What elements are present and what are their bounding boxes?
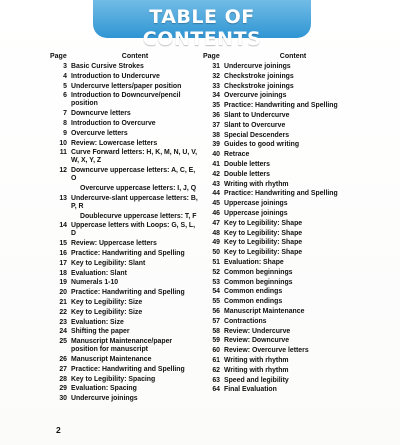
toc-entry-title: Double letters — [224, 170, 270, 178]
toc-entry — [203, 171, 363, 179]
toc-entry-title: Shifting the paper — [71, 328, 130, 336]
toc-entry-title: Writing with rhythm — [224, 180, 289, 188]
toc-page-number: 36 — [212, 111, 220, 119]
toc-entry — [203, 210, 363, 218]
toc-entry-title: Final Evaluation — [224, 386, 277, 394]
header-content: Content — [121, 53, 149, 60]
toc-page-number: 57 — [212, 317, 220, 325]
toc-entry-title: Common endings — [224, 288, 283, 296]
toc-entry-title: Common endings — [224, 298, 283, 306]
toc-page-number: 25 — [59, 338, 67, 346]
toc-entry-title: Review: Downcurve — [224, 337, 290, 345]
toc-page-number: 7 — [63, 110, 67, 118]
toc-page-number: 29 — [59, 385, 67, 393]
toc-entry — [50, 366, 200, 374]
contents-column-left — [50, 52, 200, 405]
toc-entry-title: Undercurve letters/paper position — [71, 82, 182, 90]
toc-page-number: 58 — [212, 327, 220, 335]
toc-page-number: 43 — [212, 180, 220, 188]
toc-entry — [203, 230, 363, 238]
toc-entry — [203, 141, 363, 149]
column-header-right — [203, 52, 363, 62]
toc-entry-title: Practice: Handwriting and Spelling — [71, 289, 185, 297]
toc-entry-title: Key to Legibility: Shape — [224, 229, 303, 237]
header-page: Page — [50, 53, 67, 60]
toc-page-number: 55 — [212, 298, 220, 306]
contents-list-right — [203, 63, 363, 394]
toc-page-number: 18 — [59, 269, 67, 277]
toc-entry — [50, 110, 200, 118]
contents-list-left — [50, 63, 200, 403]
toc-entry — [203, 337, 363, 345]
toc-page-number: 26 — [59, 355, 67, 363]
toc-entry-title: Writing with rhythm — [224, 366, 289, 374]
toc-entry-title: Introduction to Overcurve — [71, 119, 156, 127]
toc-page-number: 14 — [59, 222, 67, 230]
toc-page-number: 27 — [59, 365, 67, 373]
toc-entry — [203, 328, 363, 336]
toc-entry — [50, 120, 200, 128]
toc-page-number: 41 — [212, 160, 220, 168]
toc-page-number: 51 — [212, 258, 220, 266]
toc-page-number: 33 — [212, 82, 220, 90]
contents-column-right — [203, 52, 363, 396]
page-number: 2 — [56, 425, 61, 435]
toc-entry — [50, 92, 200, 108]
toc-entry — [203, 279, 363, 287]
toc-entry-title: Practice: Handwriting and Spelling — [224, 102, 338, 110]
toc-entry — [203, 73, 363, 81]
toc-page-number: 59 — [212, 337, 220, 345]
toc-entry-title: Evaluation: Shape — [224, 258, 284, 266]
toc-page-number: 42 — [212, 170, 220, 178]
toc-entry-title: Review: Lowercase letters — [71, 139, 158, 147]
toc-entry — [203, 347, 363, 355]
toc-entry — [203, 102, 363, 110]
toc-entry — [50, 356, 200, 364]
toc-page-number: 56 — [212, 307, 220, 315]
toc-entry — [203, 239, 363, 247]
toc-page-number: 32 — [212, 72, 220, 80]
toc-page-number: 45 — [212, 200, 220, 208]
toc-entry-title: Key to Legibility: Shape — [224, 239, 303, 247]
toc-entry — [50, 279, 200, 287]
toc-page-number: 3 — [63, 63, 67, 70]
toc-entry — [50, 213, 200, 221]
toc-entry — [50, 149, 200, 165]
toc-page-number: 31 — [212, 63, 220, 70]
column-header-left — [50, 52, 200, 62]
toc-entry-title: Practice: Handwriting and Spelling — [71, 249, 185, 257]
toc-entry — [203, 200, 363, 208]
toc-page-number: 47 — [212, 219, 220, 227]
toc-page-number: 8 — [63, 119, 67, 127]
toc-entry-title: Contractions — [224, 317, 267, 325]
toc-entry-title: Undercurve joinings — [224, 63, 291, 70]
toc-entry-title: Key to Legibility: Shape — [224, 219, 303, 227]
toc-entry — [203, 259, 363, 267]
toc-entry-title: Checkstroke joinings — [224, 72, 294, 80]
toc-entry — [203, 122, 363, 130]
toc-page-number: 10 — [59, 139, 67, 147]
toc-page-number: 54 — [212, 288, 220, 296]
toc-entry — [203, 151, 363, 159]
toc-entry-title: Review: Uppercase letters — [71, 240, 157, 248]
toc-entry — [203, 308, 363, 316]
toc-entry — [203, 132, 363, 140]
toc-entry-title: Checkstroke joinings — [224, 82, 294, 90]
toc-entry-title: Common beginnings — [224, 278, 293, 286]
toc-page-number: 50 — [212, 249, 220, 257]
toc-entry-title: Uppercase joinings — [224, 209, 288, 217]
toc-entry-title: Key to Legibility: Spacing — [71, 375, 156, 383]
toc-page-number: 20 — [59, 289, 67, 297]
toc-page-number: 48 — [212, 229, 220, 237]
toc-entry — [50, 395, 200, 403]
toc-page-number: 37 — [212, 121, 220, 129]
toc-entry-title: Introduction to Downcurve/pencil position — [71, 92, 181, 108]
toc-page-number: 11 — [59, 149, 67, 157]
toc-entry — [203, 386, 363, 394]
toc-entry-title: Key to Legibility: Size — [71, 308, 143, 316]
toc-entry — [203, 269, 363, 277]
toc-page-number: 60 — [212, 347, 220, 355]
toc-page-number: 19 — [59, 279, 67, 287]
toc-entry — [203, 220, 363, 228]
toc-entry — [203, 357, 363, 365]
toc-entry-title: Retrace — [224, 151, 250, 159]
toc-entry-title: Introduction to Undercurve — [71, 72, 160, 80]
toc-entry-title: Downcurve letters — [71, 110, 131, 118]
toc-entry — [50, 289, 200, 297]
toc-entry — [50, 73, 200, 81]
toc-entry — [203, 249, 363, 257]
toc-entry — [50, 63, 200, 71]
toc-entry-title: Evaluation: Slant — [71, 269, 127, 277]
toc-entry-title: Uppercase letters with Loops: G, S, L, D — [71, 222, 196, 238]
toc-page-number: 46 — [212, 209, 220, 217]
toc-entry — [203, 288, 363, 296]
toc-page-number: 21 — [59, 298, 67, 306]
toc-entry-title: Manuscript Maintenance — [71, 355, 152, 363]
toc-page-number: 62 — [212, 366, 220, 374]
toc-entry — [50, 309, 200, 317]
toc-entry — [203, 83, 363, 91]
toc-page-number: 9 — [63, 129, 67, 137]
toc-entry — [50, 299, 200, 307]
toc-entry-title: Downcurve uppercase letters: A, C, E, O — [71, 167, 196, 183]
toc-entry — [203, 377, 363, 385]
toc-entry-title: Special Descenders — [224, 131, 290, 139]
toc-entry-title: Curve Forward letters: H, K, M, N, U, V, W, X, Y, Z — [71, 149, 198, 165]
toc-entry — [203, 190, 363, 198]
toc-entry — [50, 140, 200, 148]
toc-entry — [50, 338, 200, 354]
toc-entry-title: Overcurve letters — [71, 129, 128, 137]
toc-page-number: 38 — [212, 131, 220, 139]
toc-entry — [203, 367, 363, 375]
page-title: TABLE OF CONTENTS — [142, 6, 262, 50]
toc-entry-title: Key to Legibility: Slant — [71, 259, 146, 267]
toc-page-number: 64 — [212, 386, 220, 394]
toc-page-number: 44 — [212, 190, 220, 198]
toc-entry-title: Speed and legibility — [224, 376, 289, 384]
toc-entry — [203, 112, 363, 120]
toc-page-number: 22 — [59, 308, 67, 316]
toc-entry-title: Undercurve-slant uppercase letters: B, P, R — [71, 194, 198, 210]
header-content: Content — [279, 53, 307, 60]
toc-page-number: 39 — [212, 141, 220, 149]
toc-entry-title: Uppercase joinings — [224, 200, 288, 208]
toc-entry — [203, 298, 363, 306]
toc-entry — [203, 92, 363, 100]
toc-entry-title: Review: Overcurve letters — [224, 347, 309, 355]
toc-page-number: 6 — [63, 92, 67, 100]
toc-entry-title: Practice: Handwriting and Spelling — [71, 365, 185, 373]
toc-entry-title: Double letters — [224, 160, 270, 168]
toc-entry-title: Slant to Overcurve — [224, 121, 286, 129]
toc-entry-title: Overcurve joinings — [224, 92, 287, 100]
toc-entry — [50, 195, 200, 211]
toc-entry — [50, 250, 200, 258]
toc-entry-title: Manuscript Maintenance/paper position for manuscript — [71, 338, 173, 354]
toc-page-number: 34 — [212, 92, 220, 100]
toc-entry — [203, 181, 363, 189]
toc-entry — [203, 63, 363, 71]
toc-entry-title: Practice: Handwriting and Spelling — [224, 190, 338, 198]
toc-entry-title: Manuscript Maintenance — [224, 307, 305, 315]
toc-entry — [50, 167, 200, 183]
toc-page-number: 30 — [59, 395, 67, 403]
toc-page-number: 15 — [59, 240, 67, 248]
toc-entry — [50, 270, 200, 278]
toc-entry-title: Undercurve joinings — [71, 395, 138, 403]
toc-page-number: 24 — [59, 328, 67, 336]
toc-entry-title: Doublecurve uppercase letters: T, F — [80, 212, 197, 220]
toc-page-number: 23 — [59, 318, 67, 326]
toc-page-number — [50, 185, 71, 193]
toc-entry — [50, 130, 200, 138]
toc-entry — [50, 185, 200, 193]
toc-entry-title: Key to Legibility: Shape — [224, 249, 303, 257]
toc-entry — [203, 161, 363, 169]
toc-entry-title: Key to Legibility: Size — [71, 298, 143, 306]
toc-page-number: 40 — [212, 151, 220, 159]
toc-entry — [50, 385, 200, 393]
toc-entry — [203, 318, 363, 326]
toc-entry — [50, 319, 200, 327]
toc-entry-title: Slant to Undercurve — [224, 111, 290, 119]
toc-entry-title: Common beginnings — [224, 268, 293, 276]
toc-entry-title: Numerals 1-10 — [71, 279, 119, 287]
toc-page-number: 16 — [59, 249, 67, 257]
toc-entry — [50, 260, 200, 268]
toc-entry-title: Guides to good writing — [224, 141, 300, 149]
toc-entry — [50, 222, 200, 238]
toc-page-number: 63 — [212, 376, 220, 384]
toc-entry-title: Evaluation: Size — [71, 318, 124, 326]
toc-entry-title: Writing with rhythm — [224, 356, 289, 364]
toc-entry — [50, 83, 200, 91]
toc-page-number — [50, 213, 71, 221]
header-page: Page — [203, 53, 220, 60]
toc-page-number: 52 — [212, 268, 220, 276]
toc-page-number: 53 — [212, 278, 220, 286]
toc-page-number: 49 — [212, 239, 220, 247]
toc-page-number: 4 — [63, 72, 67, 80]
toc-entry — [50, 240, 200, 248]
toc-entry — [50, 376, 200, 384]
toc-page-number: 17 — [59, 259, 67, 267]
toc-page-number: 35 — [212, 102, 220, 110]
toc-page-number: 5 — [63, 82, 67, 90]
toc-entry-title: Review: Undercurve — [224, 327, 291, 335]
toc-page-number: 61 — [212, 356, 220, 364]
toc-page-number: 12 — [59, 167, 67, 175]
title-banner — [93, 0, 311, 50]
toc-entry-title: Evaluation: Spacing — [71, 385, 137, 393]
toc-page-number: 13 — [59, 194, 67, 202]
toc-entry-title: Basic Cursive Strokes — [71, 63, 144, 70]
toc-page-number: 28 — [59, 375, 67, 383]
toc-entry — [50, 328, 200, 336]
toc-entry-title: Overcurve uppercase letters: I, J, Q — [80, 184, 197, 192]
